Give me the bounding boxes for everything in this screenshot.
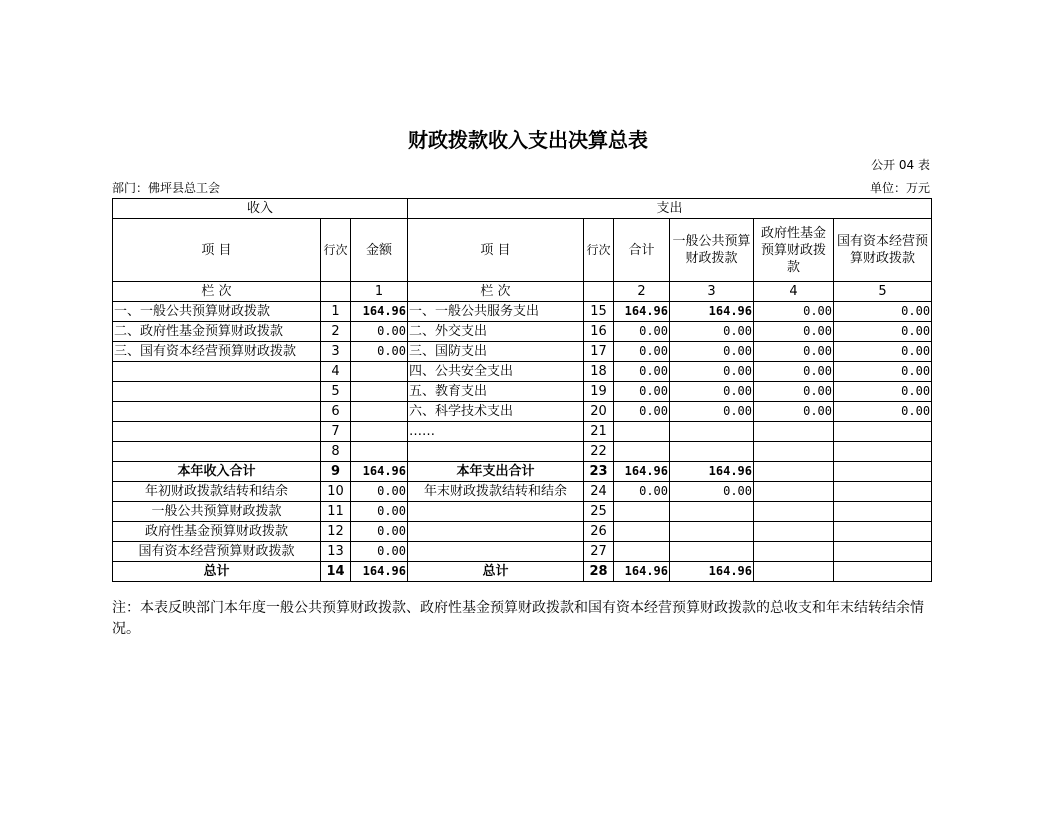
total-amount [614,522,670,542]
expense-row-no: 25 [584,502,614,522]
table-row [113,442,932,462]
col-blank [584,282,614,302]
footnote: 注：本表反映部门本年度一般公共预算财政拨款、政府性基金预算财政拨款和国有资本经营预算财政拨款的总收支和年末结转结余情况。 [112,600,924,637]
col-label-expense: 栏 次 [408,282,584,302]
total-amount: 0.00 [614,482,670,502]
income-amount: 0.00 [351,502,408,522]
col-index-5: 5 [834,282,932,302]
total-amount: 164.96 [614,462,670,482]
general-budget-amount: 0.00 [670,402,754,422]
table-row [113,302,932,322]
total-header: 合计 [614,219,670,282]
total-amount: 0.00 [614,382,670,402]
expense-row-no-header: 行次 [584,219,614,282]
gov-fund-amount [754,482,834,502]
income-item: 二、政府性基金预算财政拨款 [113,322,321,342]
expense-item: 五、教育支出 [408,382,584,402]
gov-fund-amount: 0.00 [754,382,834,402]
income-row-no: 4 [321,362,351,382]
income-item [113,362,321,382]
state-capital-amount [834,482,932,502]
income-item [113,382,321,402]
general-budget-amount: 164.96 [670,562,754,582]
general-budget-amount [670,442,754,462]
total-amount: 0.00 [614,342,670,362]
gov-fund-amount: 0.00 [754,322,834,342]
gov-fund-amount [754,462,834,482]
income-amount: 0.00 [351,322,408,342]
expense-row-no: 16 [584,322,614,342]
expense-item: 三、国防支出 [408,342,584,362]
state-capital-amount: 0.00 [834,402,932,422]
gov-fund-amount: 0.00 [754,342,834,362]
expense-row-no: 18 [584,362,614,382]
gov-fund-amount [754,562,834,582]
table-row [113,482,932,502]
income-item: 政府性基金预算财政拨款 [113,522,321,542]
income-row-no: 2 [321,322,351,342]
col-index-1: 1 [351,282,408,302]
expense-row-no: 24 [584,482,614,502]
gov-fund-header: 政府性基金预算财政拨款 [754,219,834,282]
state-capital-amount [834,542,932,562]
income-row-no: 6 [321,402,351,422]
expense-row-no: 20 [584,402,614,422]
gov-fund-amount [754,522,834,542]
general-budget-amount [670,522,754,542]
expense-item [408,442,584,462]
expense-row-no: 23 [584,462,614,482]
income-item: 国有资本经营预算财政拨款 [113,542,321,562]
total-amount: 164.96 [614,562,670,582]
total-amount [614,502,670,522]
general-budget-amount: 0.00 [670,482,754,502]
table-row [113,542,932,562]
income-row-no: 14 [321,562,351,582]
expense-item: 六、科学技术支出 [408,402,584,422]
expense-item-header: 项 目 [408,219,584,282]
state-capital-amount [834,462,932,482]
income-row-no: 10 [321,482,351,502]
table-row [113,322,932,342]
income-item: 一、一般公共预算财政拨款 [113,302,321,322]
income-row-no: 8 [321,442,351,462]
income-item: 三、国有资本经营预算财政拨款 [113,342,321,362]
expense-row-no: 21 [584,422,614,442]
expense-item: 一、一般公共服务支出 [408,302,584,322]
general-budget-amount: 0.00 [670,342,754,362]
expense-item: 四、公共安全支出 [408,362,584,382]
total-amount [614,542,670,562]
general-budget-amount [670,542,754,562]
gov-fund-amount [754,422,834,442]
general-budget-amount: 0.00 [670,362,754,382]
general-budget-amount [670,502,754,522]
general-budget-amount [670,422,754,442]
state-capital-amount [834,562,932,582]
income-row-no: 7 [321,422,351,442]
table-row [113,462,932,482]
expense-row-no: 26 [584,522,614,542]
income-amount: 0.00 [351,542,408,562]
state-capital-amount: 0.00 [834,362,932,382]
income-amount: 0.00 [351,522,408,542]
expense-row-no: 15 [584,302,614,322]
expense-item: 二、外交支出 [408,322,584,342]
budget-summary-table [112,198,932,582]
income-amount: 164.96 [351,562,408,582]
col-index-3: 3 [670,282,754,302]
gov-fund-amount: 0.00 [754,302,834,322]
col-index-2: 2 [614,282,670,302]
form-number: 公开 04 表 [871,158,930,172]
income-item [113,422,321,442]
expense-row-no: 28 [584,562,614,582]
expense-item [408,522,584,542]
col-index-4: 4 [754,282,834,302]
income-row-no: 9 [321,462,351,482]
general-budget-amount: 0.00 [670,322,754,342]
table-row [113,562,932,582]
state-capital-amount: 0.00 [834,382,932,402]
total-amount [614,422,670,442]
table-row [113,362,932,382]
income-amount [351,402,408,422]
state-capital-amount: 0.00 [834,302,932,322]
general-budget-amount: 164.96 [670,462,754,482]
state-capital-amount: 0.00 [834,342,932,362]
gov-fund-amount [754,542,834,562]
income-item [113,442,321,462]
state-capital-amount [834,422,932,442]
income-row-no: 3 [321,342,351,362]
income-row-no: 1 [321,302,351,322]
income-item: 本年收入合计 [113,462,321,482]
expense-item: 本年支出合计 [408,462,584,482]
income-row-no-header: 行次 [321,219,351,282]
col-blank [321,282,351,302]
income-item [113,402,321,422]
income-item: 一般公共预算财政拨款 [113,502,321,522]
income-row-no: 5 [321,382,351,402]
expense-row-no: 19 [584,382,614,402]
expense-item: 年末财政拨款结转和结余 [408,482,584,502]
income-item: 总计 [113,562,321,582]
expense-row-no: 17 [584,342,614,362]
table-row [113,502,932,522]
total-amount: 0.00 [614,402,670,422]
gov-fund-amount [754,442,834,462]
col-label-income: 栏 次 [113,282,321,302]
expense-item: 总计 [408,562,584,582]
table-row [113,382,932,402]
income-row-no: 11 [321,502,351,522]
income-row-no: 13 [321,542,351,562]
total-amount: 0.00 [614,362,670,382]
state-capital-header: 国有资本经营预算财政拨款 [834,219,932,282]
general-budget-amount: 164.96 [670,302,754,322]
income-item: 年初财政拨款结转和结余 [113,482,321,502]
income-group-header: 收入 [113,199,408,219]
state-capital-amount [834,522,932,542]
income-amount: 0.00 [351,482,408,502]
income-amount [351,382,408,402]
table-row [113,342,932,362]
expense-row-no: 22 [584,442,614,462]
income-amount [351,442,408,462]
gov-fund-amount: 0.00 [754,362,834,382]
expense-item: …… [408,422,584,442]
expense-row-no: 27 [584,542,614,562]
total-amount [614,442,670,462]
department-label: 部门：佛坪县总工会 [112,181,221,195]
income-amount: 164.96 [351,302,408,322]
total-amount: 164.96 [614,302,670,322]
income-row-no: 12 [321,522,351,542]
table-row [113,522,932,542]
state-capital-amount: 0.00 [834,322,932,342]
income-amount-header: 金额 [351,219,408,282]
income-amount: 164.96 [351,462,408,482]
income-amount [351,362,408,382]
total-amount: 0.00 [614,322,670,342]
page-title: 财政拨款收入支出决算总表 [408,128,648,152]
expense-group-header: 支出 [408,199,932,219]
expense-item [408,542,584,562]
state-capital-amount [834,442,932,462]
income-amount: 0.00 [351,342,408,362]
expense-item [408,502,584,522]
general-budget-amount: 0.00 [670,382,754,402]
gov-fund-amount: 0.00 [754,402,834,422]
state-capital-amount [834,502,932,522]
gov-fund-amount [754,502,834,522]
table-row [113,422,932,442]
income-amount [351,422,408,442]
table-row [113,402,932,422]
income-item-header: 项 目 [113,219,321,282]
general-budget-header: 一般公共预算财政拨款 [670,219,754,282]
unit-label: 单位：万元 [869,181,930,195]
